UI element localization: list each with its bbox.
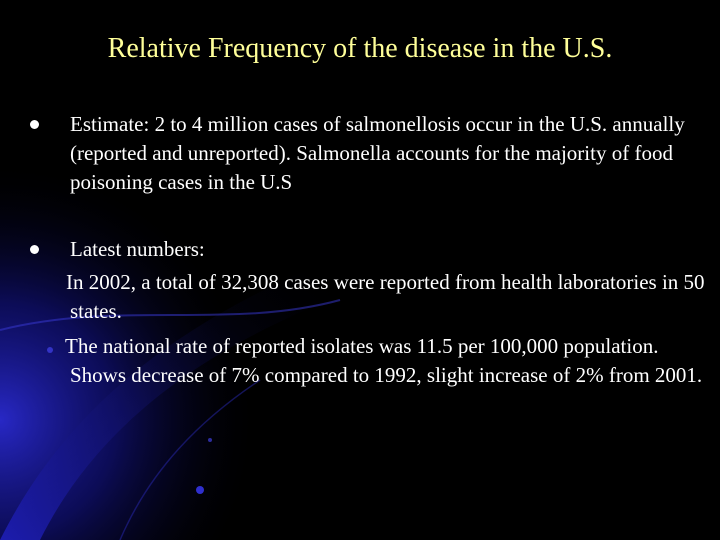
bullet-text: Estimate: 2 to 4 million cases of salmonellosis occur in the U.S. annually (reported and unreported). Salmonella accounts for the majority of food poisoning cases in the U.S [70,112,685,194]
bullet-text: Latest numbers: [70,237,205,261]
paragraph-national-rate: The national rate of reported isolates was 11.5 per 100,000 population. Shows decrease of 7% compared to 1992, slight increase of 2% from 2001. [65,334,703,387]
bullet-dot-icon [30,245,39,254]
bullet-dot-icon [30,120,39,129]
slide-title: Relative Frequency of the disease in the U.S. [107,33,613,64]
paragraph-2002-cases: In 2002, a total of 32,308 cases were reported from health laboratories in 50 states. [66,270,705,323]
